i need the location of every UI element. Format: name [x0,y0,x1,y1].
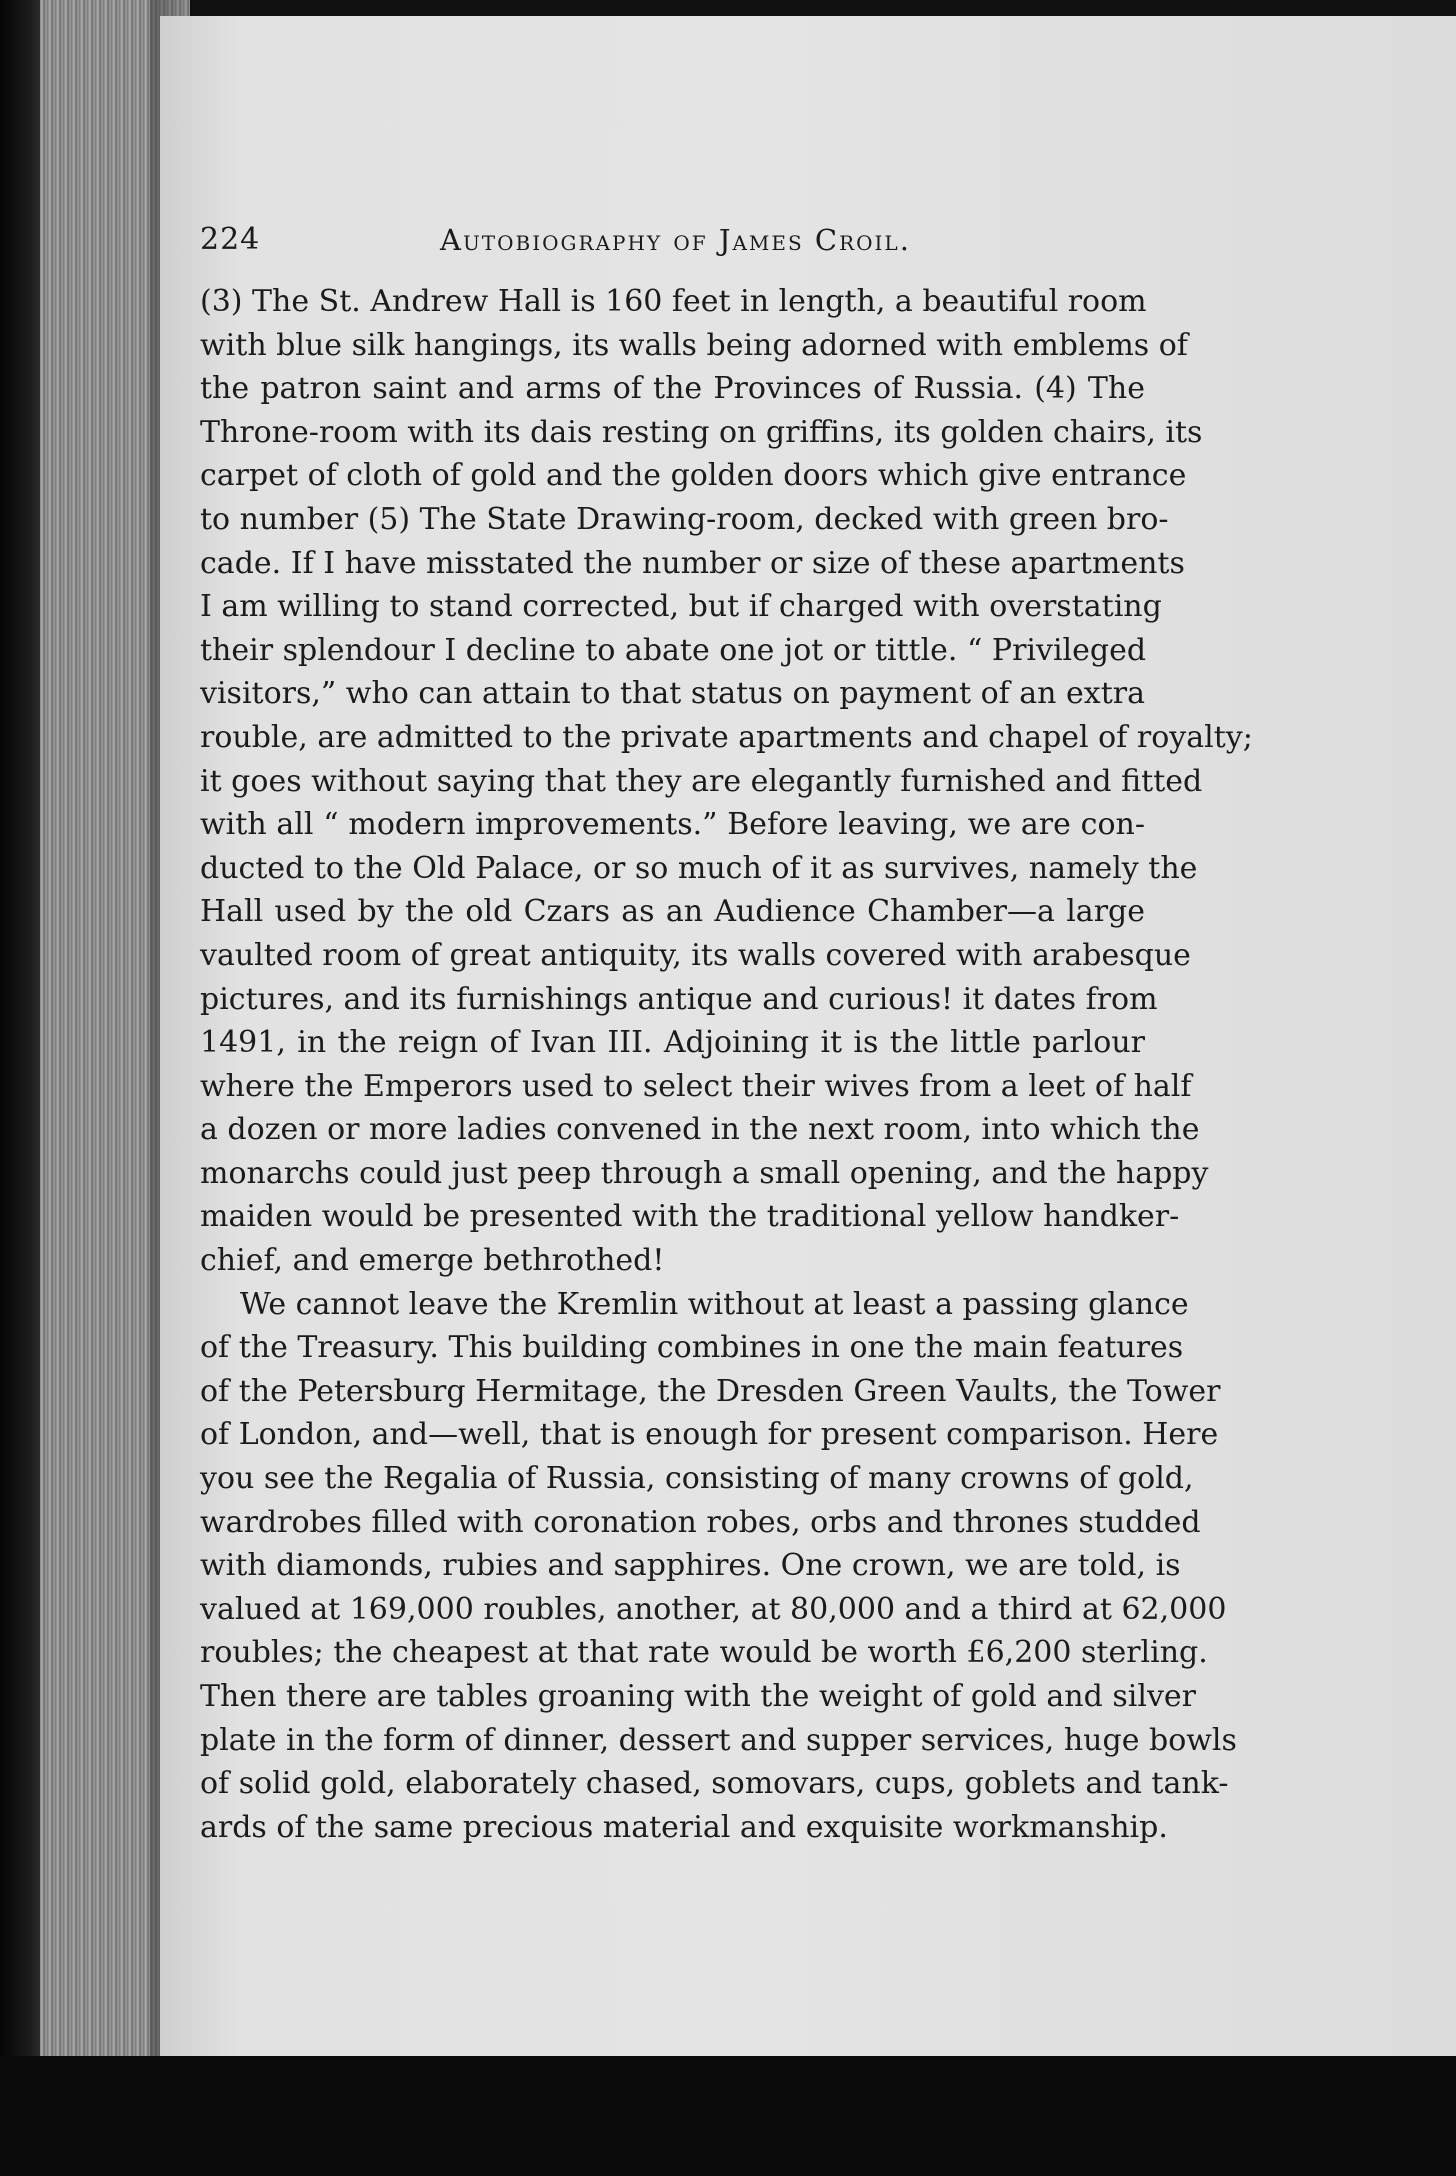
body-text [200,280,1253,1849]
text-line: 1491, in the reign of Ivan III. Adjoining it is the little parlour [200,1025,1145,1061]
text-line: carpet of cloth of gold and the golden doors which give entrance [200,458,1187,494]
page-header [200,222,1140,262]
text-line: Hall used by the old Czars as an Audience Chamber—a large [200,894,1145,930]
text-line: Then there are tables groaning with the weight of gold and silver [200,1679,1196,1714]
text-line-paragraph-start: We cannot leave the Kremlin without at least a passing glance [240,1286,1189,1322]
text-line: I am willing to stand corrected, but if charged with overstating [200,589,1162,625]
text-line: Throne-room with its dais resting on griffins, its golden chairs, its [200,414,1203,450]
text-line: cade. If I have misstated the number or size of these apartments [200,545,1185,581]
text-line: of solid gold, elaborately chased, somovars, cups, goblets and tank- [200,1766,1229,1802]
text-line: plate in the form of dinner, dessert and supper services, huge bowls [200,1722,1237,1758]
running-title: Autobiography of James Croil. [440,223,911,257]
text-line: valued at 169,000 roubles, another, at 80,000 and a third at 62,000 [200,1591,1227,1627]
text-line: with diamonds, rubies and sapphires. One crown, we are told, is [200,1548,1181,1584]
text-line: monarchs could just peep through a small opening, and the happy [200,1155,1209,1191]
text-line: with blue silk hangings, its walls being adorned with emblems of [200,327,1188,363]
text-line: of the Treasury. This building combines in one the main features [200,1330,1184,1366]
text-line: their splendour I decline to abate one jot or tittle. “ Privileged [200,632,1147,668]
text-line: you see the Regalia of Russia, consisting of many crowns of gold, [200,1461,1194,1497]
page-number: 224 [200,222,261,257]
text-line-paragraph-end: chief, and emerge bethrothed! [200,1243,665,1279]
text-line: a dozen or more ladies convened in the next room, into which the [200,1112,1200,1148]
text-line: where the Emperors used to select their wives from a leet of half [200,1068,1192,1104]
text-line: maiden would be presented with the traditional yellow handker- [200,1199,1180,1235]
text-line: ducted to the Old Palace, or so much of it as survives, namely the [200,850,1198,886]
text-line: (3) The St. Andrew Hall is 160 feet in length, a beautiful room [200,284,1147,319]
text-line: ards of the same precious material and exquisite workmanship. [200,1809,1168,1845]
text-line: of the Petersburg Hermitage, the Dresden Green Vaults, the Tower [200,1373,1221,1409]
text-line: to number (5) The State Drawing-room, decked with green bro- [200,501,1169,537]
text-line: roubles; the cheapest at that rate would be worth £6,200 sterling. [200,1635,1208,1671]
book-binding [0,0,40,2176]
text-line: of London, and—well, that is enough for present comparison. Here [200,1417,1219,1453]
text-line: wardrobes filled with coronation robes, orbs and thrones studded [200,1504,1201,1540]
scan-bottom-shadow [0,2056,1456,2176]
text-line: rouble, are admitted to the private apartments and chapel of royalty; [200,719,1253,755]
text-line: the patron saint and arms of the Provinces of Russia. (4) The [200,371,1145,407]
text-line: vaulted room of great antiquity, its walls covered with arabesque [200,937,1191,973]
text-line: it goes without saying that they are elegantly furnished and fitted [200,763,1203,799]
text-line: pictures, and its furnishings antique and curious! it dates from [200,981,1158,1017]
text-line: with all “ modern improvements.” Before leaving, we are con- [200,807,1145,843]
text-line: visitors,” who can attain to that status on payment of an extra [200,676,1145,712]
